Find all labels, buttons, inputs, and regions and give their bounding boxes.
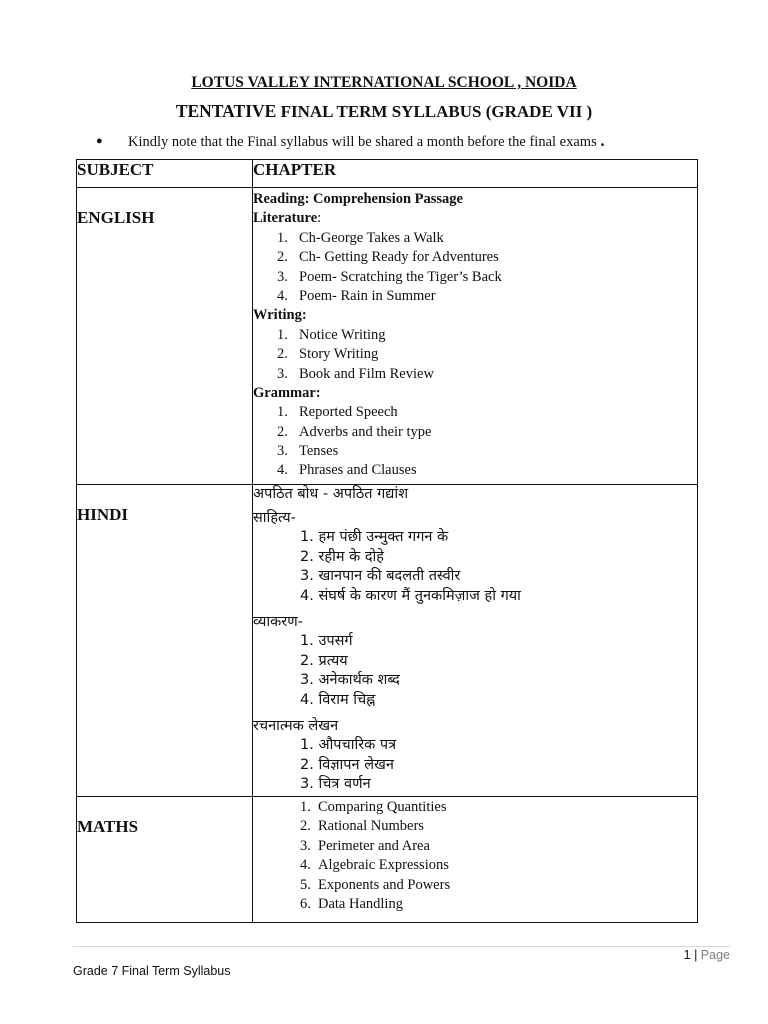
chapter-cell-english bbox=[253, 188, 698, 485]
chapter-cell-hindi bbox=[253, 485, 698, 797]
apathit-heading: अपठित बोध - अपठित गद्यांश bbox=[253, 486, 409, 502]
title-rest: FINAL TERM SYLLABUS (GRADE VII ) bbox=[276, 102, 593, 121]
table-row-maths bbox=[77, 797, 698, 923]
subject-hindi: HINDI bbox=[77, 505, 129, 524]
list-item: 2. रहीम के दोहे bbox=[300, 548, 385, 565]
grammar-heading: Grammar: bbox=[253, 384, 321, 401]
table-row-hindi bbox=[77, 485, 698, 797]
list-item: 2. प्रत्यय bbox=[300, 652, 348, 669]
literature-heading: Literature: bbox=[253, 210, 322, 227]
list-item: 3. Tenses bbox=[277, 443, 339, 460]
list-item: 3. Book and Film Review bbox=[277, 365, 434, 382]
reading-heading: Reading: Comprehension Passage bbox=[253, 191, 463, 207]
list-item: 3. अनेकार्थक शब्द bbox=[300, 672, 400, 689]
note-line bbox=[96, 131, 605, 151]
sahitya-heading: साहित्य- bbox=[253, 509, 296, 526]
page-number: 1 | Page bbox=[683, 948, 730, 962]
list-item: 1. Reported Speech bbox=[277, 404, 398, 421]
list-item: 5. Exponents and Powers bbox=[300, 876, 451, 893]
list-item: 1. हम पंछी उन्मुक्त गगन के bbox=[300, 529, 449, 546]
chapter-cell-maths bbox=[253, 797, 698, 923]
list-item: 4. संघर्ष के कारण मैं तुनकमिज़ाज हो गया bbox=[300, 587, 521, 604]
writing-heading: Writing: bbox=[253, 307, 307, 324]
subject-maths: MATHS bbox=[77, 817, 139, 836]
subject-column-header: SUBJECT bbox=[77, 160, 253, 188]
list-item: 4. विराम चिह्न bbox=[300, 691, 376, 708]
chapter-column-header: CHAPTER bbox=[253, 160, 698, 188]
list-item: 1. Ch-George Takes a Walk bbox=[277, 229, 444, 246]
subject-english: ENGLISH bbox=[77, 208, 155, 227]
vyakaran-heading: व्याकरण- bbox=[253, 613, 303, 630]
syllabus-table bbox=[76, 159, 698, 923]
syllabus-title bbox=[0, 101, 768, 122]
table-header-row bbox=[77, 160, 698, 188]
bullet-icon: ● bbox=[96, 135, 103, 147]
list-item: 2. Ch- Getting Ready for Adventures bbox=[277, 249, 499, 266]
school-name: LOTUS VALLEY INTERNATIONAL SCHOOL , NOIDA bbox=[191, 74, 577, 91]
lekhan-heading: रचनात्मक लेखन bbox=[253, 717, 339, 734]
table-row-english bbox=[77, 188, 698, 485]
list-item: 1. औपचारिक पत्र bbox=[300, 737, 397, 754]
list-item: 4. Poem- Rain in Summer bbox=[277, 287, 436, 304]
title-tentative: TENTATIVE bbox=[175, 101, 277, 121]
list-item: 3. खानपान की बदलती तस्वीर bbox=[300, 568, 461, 585]
list-item: 4. Phrases and Clauses bbox=[277, 462, 417, 479]
footer-title: Grade 7 Final Term Syllabus bbox=[73, 964, 231, 978]
subject-cell-maths bbox=[77, 797, 253, 923]
note-period: . bbox=[600, 131, 605, 150]
list-item: 2. विज्ञापन लेखन bbox=[300, 756, 394, 773]
list-item: 3. चित्र वर्णन bbox=[300, 776, 371, 793]
list-item: 3. Poem- Scratching the Tiger’s Back bbox=[277, 268, 502, 285]
subject-cell-hindi bbox=[77, 485, 253, 797]
list-item: 1. Comparing Quantities bbox=[300, 799, 447, 815]
list-item: 1. उपसर्ग bbox=[300, 633, 353, 650]
list-item: 1. Notice Writing bbox=[277, 326, 386, 343]
list-item: 2. Adverbs and their type bbox=[277, 423, 432, 440]
subject-cell-english bbox=[77, 188, 253, 485]
note-text: Kindly note that the Final syllabus will be shared a month before the final exams bbox=[128, 134, 597, 150]
list-item: 6. Data Handling bbox=[300, 895, 403, 912]
footer-divider bbox=[73, 946, 730, 947]
list-item: 4. Algebraic Expressions bbox=[300, 857, 449, 874]
list-item: 3. Perimeter and Area bbox=[300, 837, 430, 854]
list-item: 2. Rational Numbers bbox=[300, 818, 424, 835]
list-item: 2. Story Writing bbox=[277, 346, 379, 363]
